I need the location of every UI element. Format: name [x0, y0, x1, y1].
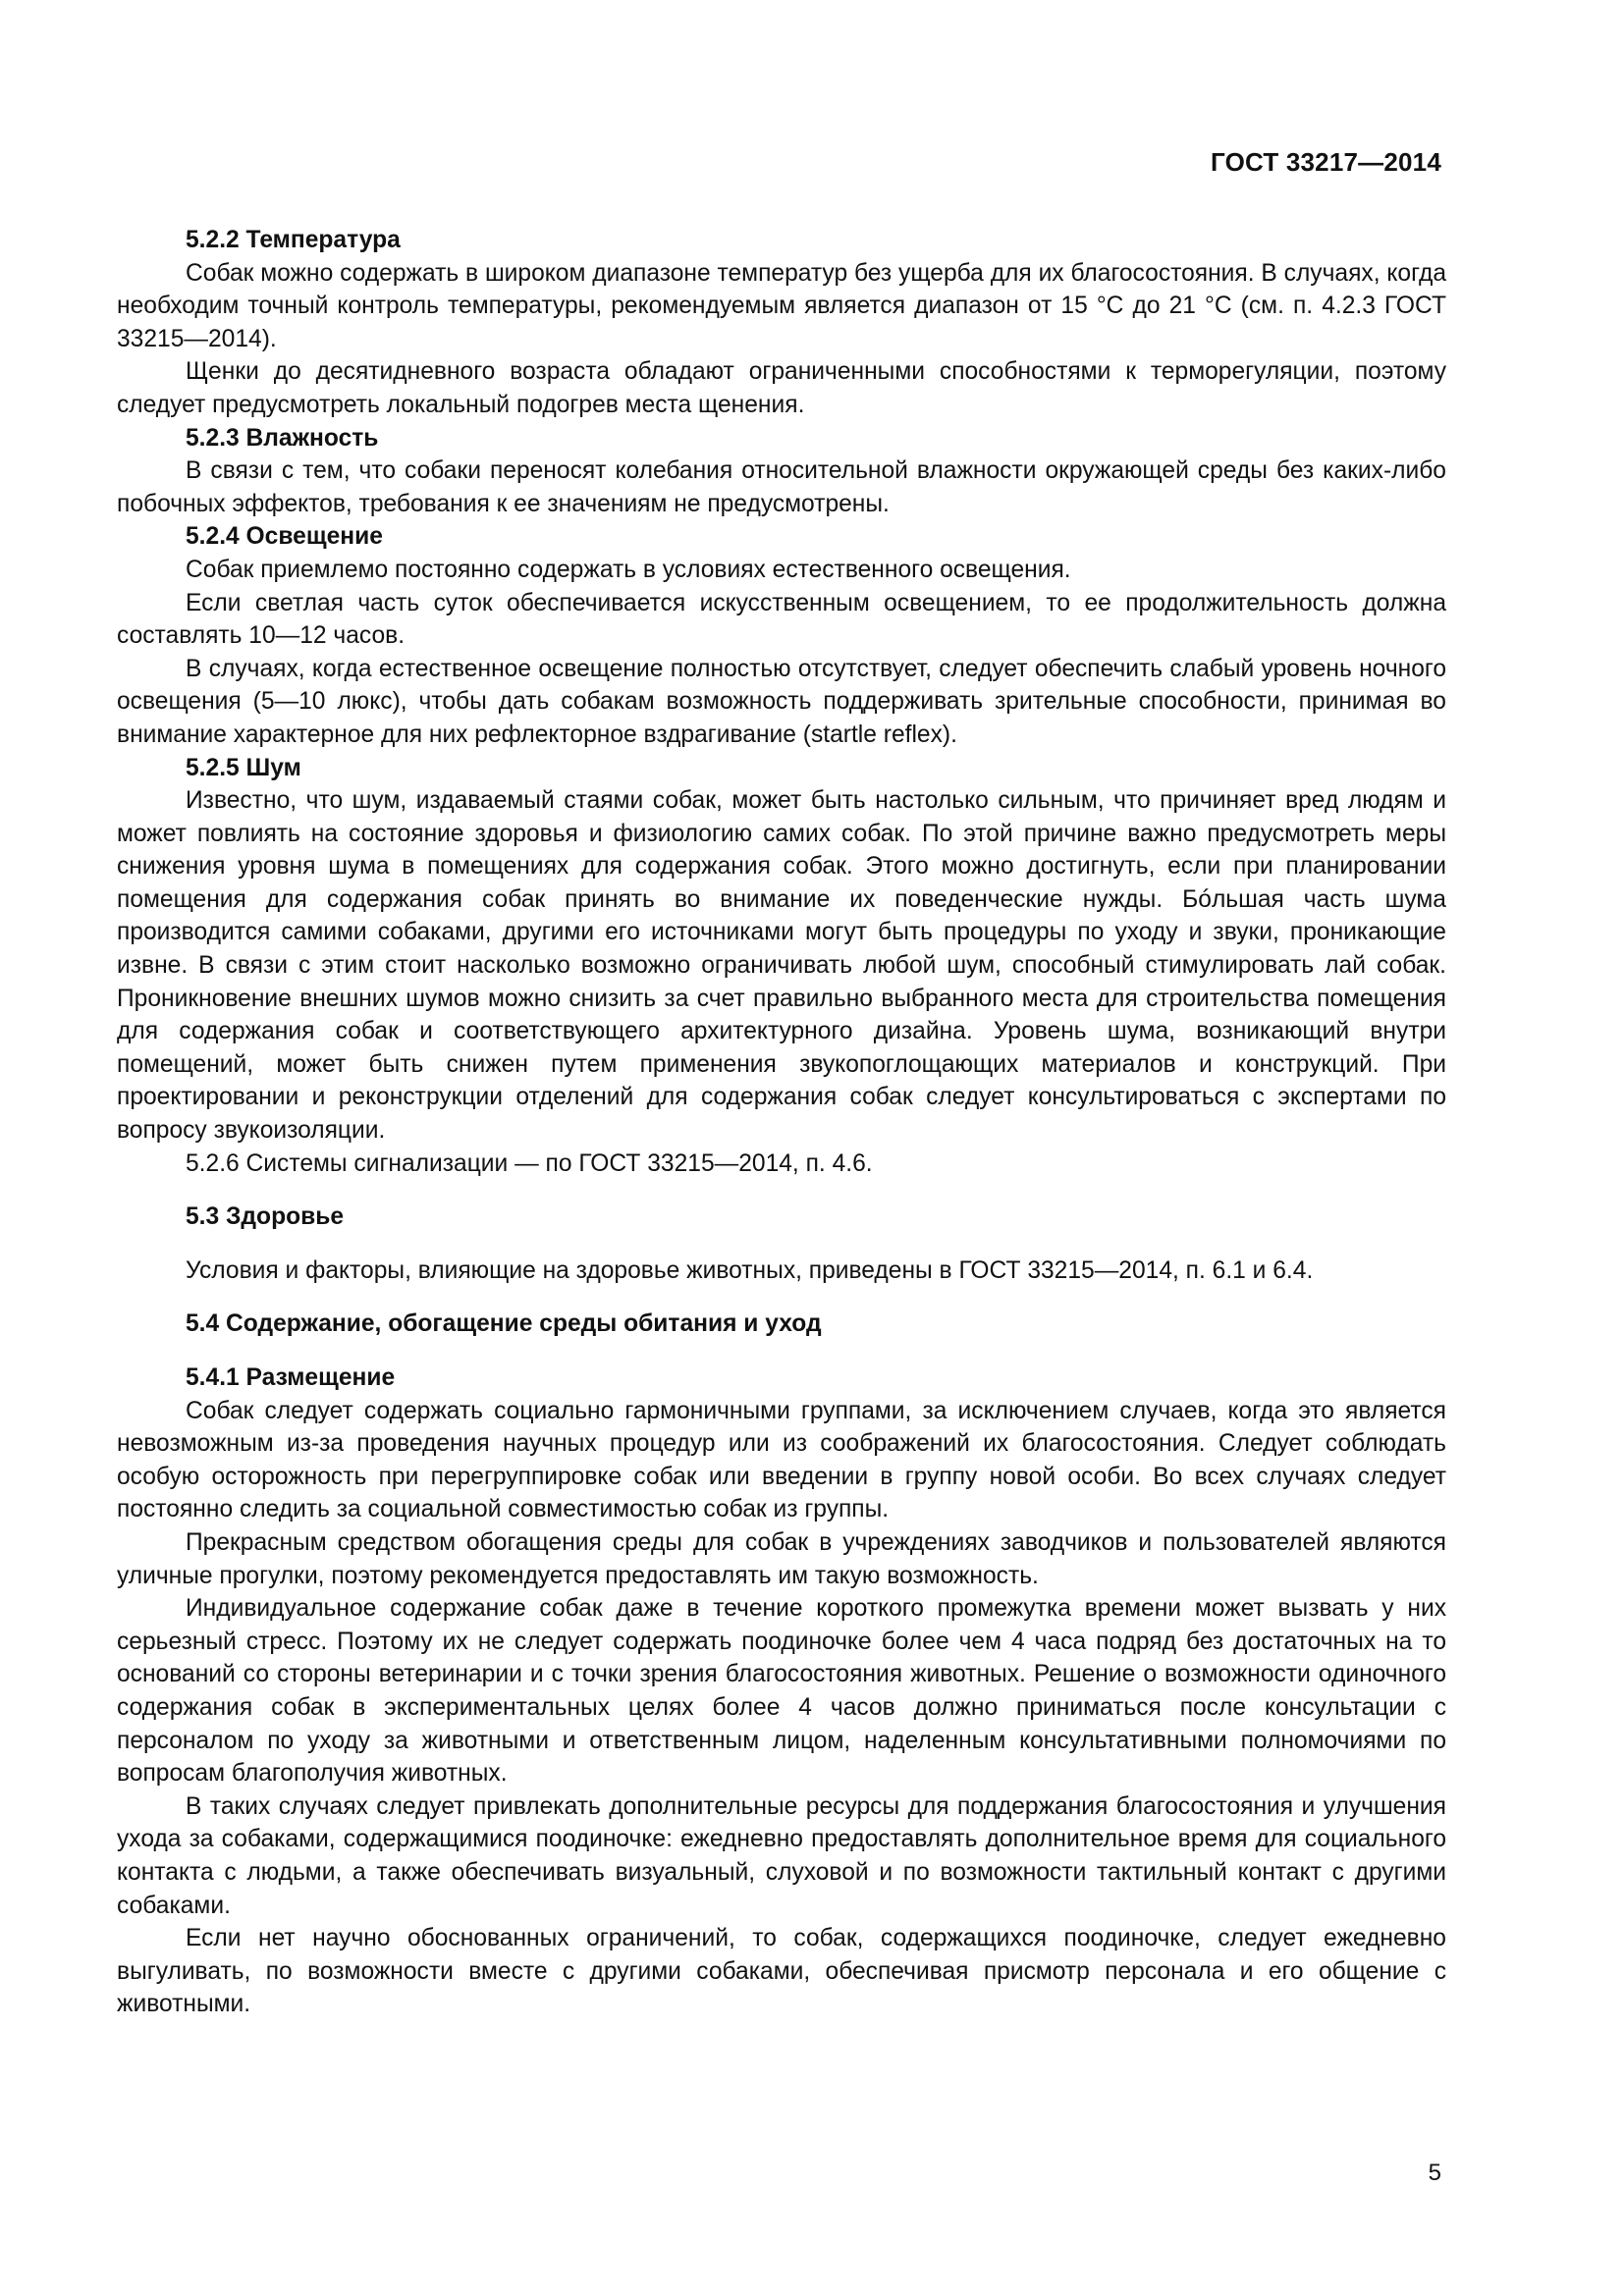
paragraph: В случаях, когда естественное освещение полностью отсутствует, следует обеспечить слабый уровень ночного освещения (5—10 люкс), чтобы дать собакам возможность поддерживать зрительные способности, принимая во внимание характерное для них рефлекторное вздрагивание (startle reflex).: [117, 655, 1446, 748]
subsection-heading: 5.2.2 Температура: [186, 227, 401, 253]
section-heading: 5.3 Здоровье: [186, 1203, 345, 1231]
subsection-heading: 5.4.1 Размещение: [186, 1364, 396, 1391]
document-code: ГОСТ 33217—2014: [1211, 147, 1441, 177]
paragraph: Собак следует содержать социально гармоничными группами, за исключением случаев, когда это является невозможным из-за проведения научных процедур или из соображений их благосостояния. Следует соблюдать особую осторожность при перегруппировке собак или введении в группу новой особи. Во всех случаях следует постоянно следить за социальной совместимостью собак из группы.: [117, 1397, 1446, 1523]
subsection-heading: 5.2.4 Освещение: [186, 523, 383, 551]
paragraph: Собак приемлемо постоянно содержать в условиях естественного освещения.: [186, 556, 1071, 583]
paragraph: Индивидуальное содержание собак даже в течение короткого промежутка времени может вызвать у них серьезный стресс. Поэтому их не следует содержать поодиночке более чем 4 часа подряд без достаточных на то оснований со стороны ветеринарии и с точки зрения благосостояния животных. Решение о возможности одиночного содержания собак в экспериментальных целях более 4 часов должно приниматься после консультации с персоналом по уходу за животными и ответственным лицом, наделенным консультативными полномочиями по вопросам благополучия животных.: [117, 1595, 1446, 1788]
paragraph: Прекрасным средством обогащения среды для собак в учреждениях заводчиков и пользователей являются уличные прогулки, поэтому рекомендуется предоставлять им такую возможность.: [117, 1528, 1446, 1589]
paragraph: Если светлая часть суток обеспечивается искусственным освещением, то ее продолжительность должна составлять 10—12 часов.: [117, 589, 1446, 650]
paragraph: Известно, что шум, издаваемый стаями собак, может быть настолько сильным, что причиняет вред людям и может повлиять на состояние здоровья и физиологию самих собак. По этой причине важно предусмотреть меры снижения уровня шума в помещениях для содержания собак. Этого можно достигнуть, если при планировании помещения для содержания собак принять во внимание их поведенческие нужды. Бóльшая часть шума производится самими собаками, другими его источниками могут быть процедуры по уходу и звуки, проникающие извне. В связи с этим стоит насколько возможно ограничивать любой шум, способный стимулировать лай собак. Проникновение внешних шумов можно снизить за счет правильно выбранного места для строительства помещения для содержания собак и соответствующего архитектурного дизайна. Уровень шума, возникающий внутри помещений, может быть снижен путем применения звукопоглощающих материалов и конструкций. При проектировании и реконструкции отделений для содержания собак следует консультироваться с экспертами по вопросу звукоизоляции.: [117, 787, 1446, 1145]
subsection-heading: 5.2.5 Шум: [186, 754, 301, 781]
paragraph: Собак можно содержать в широком диапазоне температур без ущерба для их благосостояния. В случаях, когда необходим точный контроль температуры, рекомендуемым является диапазон от 15 °С до 21 °С (см. п. 4.2.3 ГОСТ 33215—2014).: [117, 259, 1446, 352]
paragraph: В таких случаях следует привлекать дополнительные ресурсы для поддержания благосостояния и улучшения ухода за собаками, содержащимися поодиночке: ежедневно предоставлять дополнительное время для социального контакта с людьми, а также обеспечивать визуальный, слуховой и по возможности тактильный контакт с другими собаками.: [117, 1792, 1446, 1919]
subsection-heading: 5.2.3 Влажность: [186, 424, 379, 452]
page-number: 5: [1428, 2160, 1441, 2186]
paragraph: Щенки до десятидневного возраста обладают ограниченными способностями к терморегуляции, поэтому следует предусмотреть локальный подогрев места щенения.: [117, 358, 1446, 418]
section-heading: 5.4 Содержание, обогащение среды обитания и уход: [186, 1310, 822, 1338]
paragraph: Условия и факторы, влияющие на здоровье животных, приведены в ГОСТ 33215—2014, п. 6.1 и 6.4.: [186, 1256, 1314, 1284]
document-body: [117, 224, 1446, 2021]
paragraph: 5.2.6 Системы сигнализации — по ГОСТ 33215—2014, п. 4.6.: [186, 1149, 873, 1177]
paragraph: В связи с тем, что собаки переносят колебания относительной влажности окружающей среды без каких-либо побочных эффектов, требования к ее значениям не предусмотрены.: [117, 457, 1446, 517]
paragraph: Если нет научно обоснованных ограничений, то собак, содержащихся поодиночке, следует ежедневно выгуливать, по возможности вместе с другими собаками, обеспечивая присмотр персонала и его общение с животными.: [117, 1925, 1446, 2018]
